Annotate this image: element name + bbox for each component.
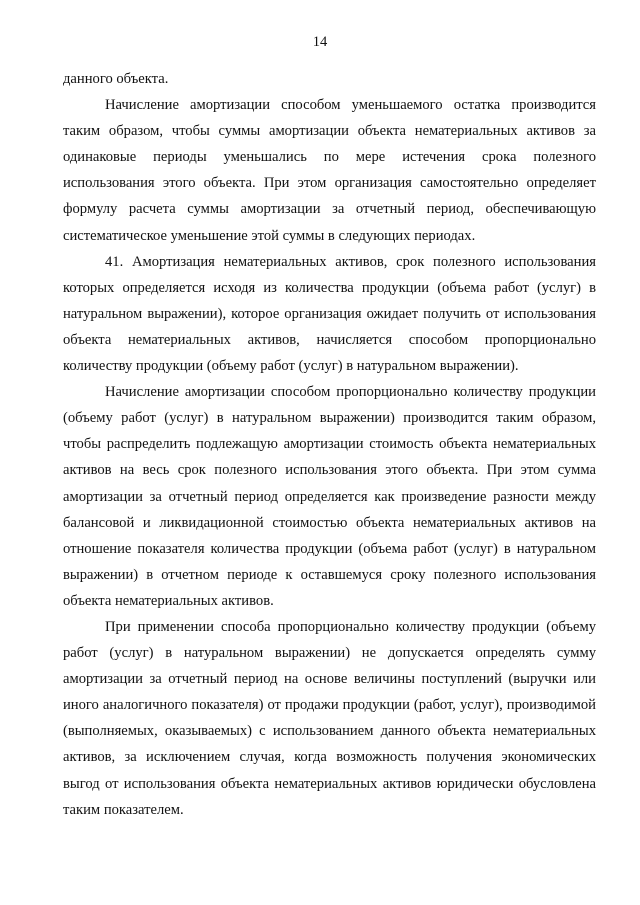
paragraph-revenue-restriction: При применении способа пропорционально количеству продукции (объему работ (услуг) в натуральном выражении) не допускается определять сумму амортизации за отчетный период на основе величины поступлений (выручки или иного аналогичного показателя) от продажи продукции (работ, услуг), производимой (выполняемых, оказываемых) с использованием данного объекта нематериальных активов, за исключением случая, когда возможность получения экономических выгод от использования объекта нематериальных активов юридически обусловлена таким показателем.: [63, 618, 596, 818]
paragraph-declining-balance: Начисление амортизации способом уменьшаемого остатка производится таким образом, чтобы суммы амортизации объекта нематериальных активов за одинаковые периоды уменьшались по мере истечения срока полезного использования этого объекта. При этом организация самостоятельно определяет формулу расчета суммы амортизации за отчетный период, обеспечивающую систематическое уменьшение этой суммы в следующих периодах.: [63, 97, 596, 244]
paragraph-continuation: данного объекта.: [63, 71, 169, 87]
paragraph-units-of-production: Начисление амортизации способом пропорционально количеству продукции (объему работ (услуг) в натуральном выражении) производится таким образом, чтобы распределить подлежащую амортизации стоимость объекта нематериальных активов на весь срок полезного использования этого объекта. При этом сумма амортизации за отчетный период определяется как произведение разности между балансовой и ликвидационной стоимостью объекта нематериальных активов на отношение показателя количества продукции (объема работ (услуг) в натуральном выражении) в отчетном периоде к оставшемуся сроку полезного использования объекта нематериальных активов.: [63, 384, 596, 609]
paragraph-item-41: 41. Амортизация нематериальных активов, срок полезного использования которых определяется исходя из количества продукции (объема работ (услуг) в натуральном выражении), которое организация ожидает получить от использования объекта нематериальных активов, начисляется способом пропорционально количеству продукции (объему работ (услуг) в натуральном выражении).: [63, 253, 596, 375]
document-body: [63, 66, 596, 823]
page-number: 14: [312, 34, 328, 50]
